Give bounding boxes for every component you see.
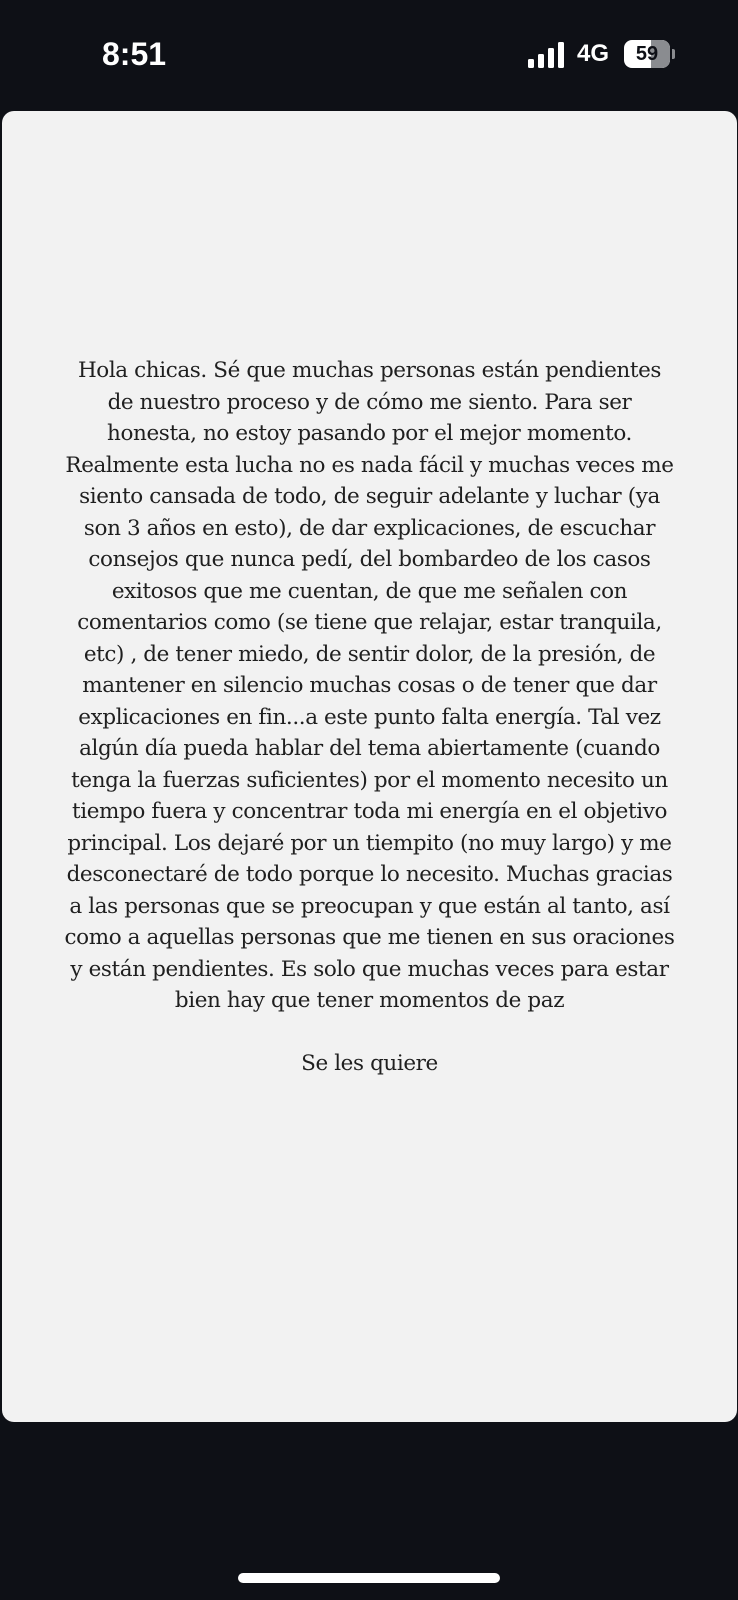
battery-body (624, 40, 670, 68)
signal-bars-icon (528, 42, 568, 68)
battery-icon (624, 40, 674, 68)
status-time: 8:51 (102, 36, 167, 72)
status-bar (0, 0, 738, 110)
battery-percent: 59 (635, 43, 659, 65)
story-signoff: Se les quiere (301, 1050, 438, 1076)
network-type: 4G (577, 40, 610, 67)
story-card[interactable] (2, 111, 737, 1422)
home-indicator[interactable] (238, 1573, 500, 1583)
battery-nub (672, 49, 675, 59)
story-text-block (62, 355, 677, 1079)
story-paragraph: Hola chicas. Sé que muchas personas están pendientes de nuestro proceso y de cómo me siento. Para ser honesta, no estoy pasando por el mejor momento. Realmente esta lucha no es nada fácil y muchas veces me siento cansada de todo, de seguir adelante y luchar (ya son 3 años en esto), de dar explicaciones, de escuchar consejos que nunca pedí, del bombardeo de los casos exitosos que me cuentan, de que me señalen con comentarios como (se tiene que relajar, estar tranquila, etc) , de tener miedo, de sentir dolor, de la presión, de mantener en silencio muchas cosas o de tener que dar explicaciones en fin...a este punto falta energía. Tal vez algún día pueda hablar del tema abiertamente (cuando tenga la fuerzas suficientes) por el momento necesito un tiempo fuera y concentrar toda mi energía en el objetivo principal. Los dejaré por un tiempito (no muy largo) y me desconectaré de todo porque lo necesito. Muchas gracias a las personas que se preocupan y que están al tanto, así como a aquellas personas que me tienen en sus oraciones y están pendientes. Es solo que muchas veces para estar bien hay que tener momentos de paz (64, 358, 675, 1013)
